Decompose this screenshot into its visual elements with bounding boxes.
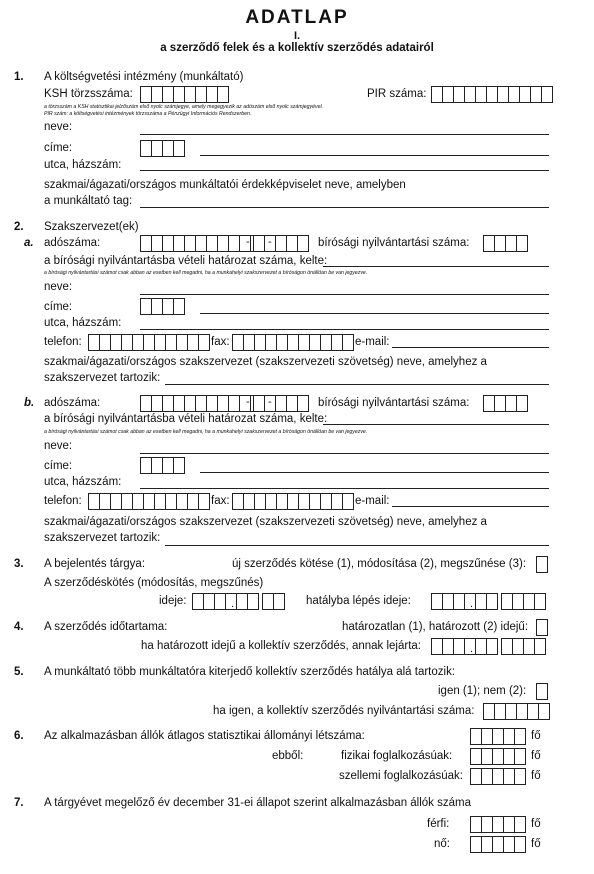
union-a-federation-label: szakmai/ágazati/országos szakszervezet (szakszervezeti szövetség) neve, amelyhez a — [44, 356, 487, 368]
union-b-tax-dash-1: - — [246, 396, 250, 408]
input-cell[interactable] — [516, 235, 528, 252]
expiry-day-boxes[interactable] — [501, 638, 546, 655]
union-a-fax-label: fax: — [211, 336, 230, 348]
union-a-tax-dash-1: - — [246, 236, 250, 248]
union-b-phone-label: telefon: — [44, 495, 82, 507]
union-b-resolution-line[interactable] — [323, 424, 549, 425]
section-1-number: 1. — [14, 71, 24, 83]
union-a-postcode-boxes[interactable] — [140, 298, 185, 315]
conclusion-date-label: ideje: — [159, 595, 187, 607]
male-unit: fő — [531, 818, 541, 830]
input-cell[interactable] — [342, 334, 354, 351]
union-a-email-label: e-mail: — [355, 336, 390, 348]
input-cell[interactable] — [514, 728, 526, 745]
input-cell[interactable] — [217, 86, 229, 103]
union-a-name-label: neve: — [44, 281, 73, 293]
union-a-resolution-line[interactable] — [323, 266, 549, 267]
yes-no-box[interactable] — [536, 683, 548, 700]
white-collar-label: szellemi foglalkozásúak: — [339, 770, 464, 782]
section-roman-numeral: I. — [293, 30, 301, 42]
union-a-resolution-label: a bírósági nyilvántartásba vételi határozat száma, kelte: — [44, 255, 328, 267]
average-headcount-label: Az alkalmazásban állók átlagos statisztikai állományi létszáma: — [44, 730, 365, 742]
union-b-resolution-label: a bírósági nyilvántartásba vételi határozat száma, kelte: — [44, 413, 328, 425]
employer-association-label: szakmai/ágazati/országos munkáltatói érdekképviselet neve, amelyben — [44, 179, 406, 191]
input-cell[interactable] — [297, 235, 309, 252]
union-b-court-reg-boxes[interactable] — [483, 395, 528, 412]
conclusion-day-boxes[interactable] — [262, 593, 285, 610]
union-a-tax-boxes-2[interactable] — [253, 235, 276, 252]
form-subtitle: a szerződő felek és a kollektív szerződés adatairól — [160, 42, 434, 54]
input-cell[interactable] — [514, 816, 526, 833]
pir-footnote: PIR szám: a költségvetési intézmények törzsszáma a Pénzügyi Információs Rendszerben. — [44, 111, 252, 117]
union-a-fax-boxes[interactable] — [232, 334, 354, 351]
union-b-fax-label: fax: — [211, 495, 230, 507]
input-cell[interactable] — [536, 619, 548, 636]
expiry-date-dot-1: . — [470, 643, 474, 655]
pir-label: PIR száma: — [367, 88, 427, 100]
union-b-marker: b. — [24, 397, 35, 409]
input-cell[interactable] — [273, 593, 285, 610]
ksh-label: KSH törzsszáma: — [44, 88, 133, 100]
employer-association-label-2: a munkáltató tag: — [44, 195, 133, 207]
union-b-federation-label-2: szakszervezet tartozik: — [44, 532, 161, 544]
section-3-number: 3. — [14, 558, 24, 570]
expiry-month-boxes[interactable] — [475, 638, 498, 655]
effective-date-label: hatályba lépés ideje: — [306, 595, 411, 607]
section-5-number: 5. — [14, 666, 24, 678]
male-count-boxes[interactable] — [470, 816, 526, 833]
employer-name-label: neve: — [44, 121, 73, 133]
manual-workers-boxes[interactable] — [470, 748, 526, 765]
union-b-street-label: utca, házszám: — [44, 476, 122, 488]
expiry-date-dot-2: . — [496, 643, 500, 655]
conclusion-date-dot-2: . — [257, 598, 261, 610]
expiry-date-label: ha határozott idejű a kollektív szerződés, annak lejárta: — [141, 640, 421, 652]
white-collar-unit: fő — [531, 770, 541, 782]
union-a-court-reg-label: bírósági nyilvántartási száma: — [318, 237, 470, 249]
manual-workers-unit: fő — [531, 750, 541, 762]
union-b-address-label: címe: — [44, 460, 73, 472]
union-a-name-line[interactable] — [140, 294, 549, 295]
union-b-fax-boxes[interactable] — [232, 493, 354, 510]
union-b-footnote: a bírósági nyilvántartási számot csak abban az esetben kell megadni, ha a munkahelyi szakszervezet a bíróságon önállóan be van jegyezve. — [44, 429, 368, 435]
input-cell[interactable] — [173, 457, 185, 474]
union-b-street-line[interactable] — [140, 488, 549, 489]
input-cell[interactable] — [534, 593, 546, 610]
new-contract-label: új szerződés kötése (1), módosítása (2), megszűnése (3): — [232, 558, 527, 570]
employer-street-line[interactable] — [140, 170, 549, 171]
employer-street-label: utca, házszám: — [44, 159, 122, 171]
union-b-tax-boxes-3[interactable] — [275, 395, 309, 412]
union-a-tax-boxes-1[interactable] — [140, 235, 262, 252]
input-cell[interactable] — [297, 395, 309, 412]
employer-postcode-boxes[interactable] — [140, 140, 185, 157]
union-b-phone-boxes[interactable] — [88, 493, 210, 510]
input-cell[interactable] — [534, 638, 546, 655]
yes-no-label: igen (1); nem (2): — [438, 685, 527, 697]
union-b-tax-label: adószáma: — [44, 397, 101, 409]
duration-type-label: határozatlan (1), határozott (2) idejű: — [342, 621, 529, 633]
union-a-footnote: a bírósági nyilvántartási számot csak abban az esetben kell megadni, ha a munkahelyi szakszervezet a bíróságon önállóan be van jegyezve. — [44, 270, 368, 276]
input-cell[interactable] — [516, 395, 528, 412]
male-label: férfi: — [427, 818, 450, 830]
effective-date-dot-2: . — [496, 598, 500, 610]
union-b-city-line[interactable] — [200, 472, 549, 473]
input-cell[interactable] — [173, 298, 185, 315]
input-cell[interactable] — [536, 556, 548, 573]
input-cell[interactable] — [514, 836, 526, 853]
section-2-heading: Szakszervezet(ek) — [44, 221, 139, 233]
notification-subject-label: A bejelentés tárgya: — [44, 558, 146, 570]
multi-employer-contract-label: A munkáltató több munkáltatóra kiterjedő kollektív szerződés hatálya alá tartozik: — [44, 666, 456, 678]
white-collar-boxes[interactable] — [470, 768, 526, 785]
notification-type-box[interactable] — [536, 556, 548, 573]
section-6-number: 6. — [14, 730, 24, 742]
employer-address-label: címe: — [44, 142, 73, 154]
year-end-headcount-label: A tárgyévet megelőző év december 31-ei állapot szerint alkalmazásban állók száma — [44, 797, 471, 809]
of-which-label: ebből: — [272, 750, 304, 762]
employer-association-line[interactable] — [140, 207, 549, 208]
section-7-number: 7. — [14, 797, 24, 809]
input-cell[interactable] — [536, 683, 548, 700]
union-a-marker: a. — [24, 237, 34, 249]
union-a-court-reg-boxes[interactable] — [483, 235, 528, 252]
employer-name-line[interactable] — [140, 134, 549, 135]
union-a-tax-dash-2: - — [268, 236, 272, 248]
union-b-name-label: neve: — [44, 440, 73, 452]
union-a-street-line[interactable] — [140, 329, 549, 330]
union-b-tax-dash-2: - — [268, 396, 272, 408]
union-a-tax-label: adószáma: — [44, 237, 101, 249]
input-cell[interactable] — [514, 748, 526, 765]
input-cell[interactable] — [198, 334, 210, 351]
union-a-email-line[interactable] — [392, 347, 549, 348]
form-title: ADATLAP — [245, 7, 349, 28]
contract-conclusion-label: A szerződéskötés (módosítás, megszűnés) — [44, 577, 264, 589]
section-4-number: 4. — [14, 621, 24, 633]
union-b-email-line[interactable] — [392, 506, 549, 507]
ksh-footnote: a törzsszám a KSH statisztikai jelzőszám első nyolc számjegye, amely megegyezik az adószám első nyolc számjegyével. — [44, 104, 324, 110]
section-1-heading: A költségvetési intézmény (munkáltató) — [44, 71, 244, 83]
ksh-number-boxes[interactable] — [140, 86, 229, 103]
female-label: nő: — [434, 838, 450, 850]
input-cell[interactable] — [541, 86, 553, 103]
input-cell[interactable] — [538, 703, 550, 720]
union-b-name-line[interactable] — [140, 453, 549, 454]
contract-registration-label: ha igen, a kollektív szerződés nyilvántartási száma: — [213, 705, 475, 717]
effective-date-dot-1: . — [470, 598, 474, 610]
conclusion-date-dot-1: . — [231, 598, 235, 610]
average-headcount-unit: fő — [531, 730, 541, 742]
union-a-tax-boxes-3[interactable] — [275, 235, 309, 252]
union-b-court-reg-label: bírósági nyilvántartási száma: — [318, 397, 470, 409]
employer-city-line[interactable] — [200, 155, 549, 156]
contract-duration-label: A szerződés időtartama: — [44, 621, 168, 633]
union-a-phone-label: telefon: — [44, 336, 82, 348]
union-b-federation-label: szakmai/ágazati/országos szakszervezet (szakszervezeti szövetség) neve, amelyhez a — [44, 516, 487, 528]
union-b-federation-line[interactable] — [165, 545, 549, 546]
union-a-street-label: utca, házszám: — [44, 317, 122, 329]
input-cell[interactable] — [173, 140, 185, 157]
female-unit: fő — [531, 838, 541, 850]
input-cell[interactable] — [342, 493, 354, 510]
contract-registration-boxes[interactable] — [483, 703, 550, 720]
union-b-postcode-boxes[interactable] — [140, 457, 185, 474]
union-a-address-label: címe: — [44, 301, 73, 313]
union-a-federation-label-2: szakszervezet tartozik: — [44, 372, 161, 384]
union-b-email-label: e-mail: — [355, 495, 390, 507]
manual-workers-label: fizikai foglalkozásúak: — [341, 750, 453, 762]
input-cell[interactable] — [514, 768, 526, 785]
pir-number-boxes[interactable] — [431, 86, 553, 103]
union-a-federation-line[interactable] — [165, 384, 549, 385]
average-headcount-boxes[interactable] — [470, 728, 526, 745]
duration-type-box[interactable] — [536, 619, 548, 636]
female-count-boxes[interactable] — [470, 836, 526, 853]
union-a-phone-boxes[interactable] — [88, 334, 210, 351]
union-b-tax-boxes-2[interactable] — [253, 395, 276, 412]
union-b-tax-boxes-1[interactable] — [140, 395, 262, 412]
conclusion-month-boxes[interactable] — [236, 593, 259, 610]
effective-month-boxes[interactable] — [475, 593, 498, 610]
effective-day-boxes[interactable] — [501, 593, 546, 610]
union-a-city-line[interactable] — [200, 313, 549, 314]
input-cell[interactable] — [198, 493, 210, 510]
section-2-number: 2. — [14, 221, 24, 233]
